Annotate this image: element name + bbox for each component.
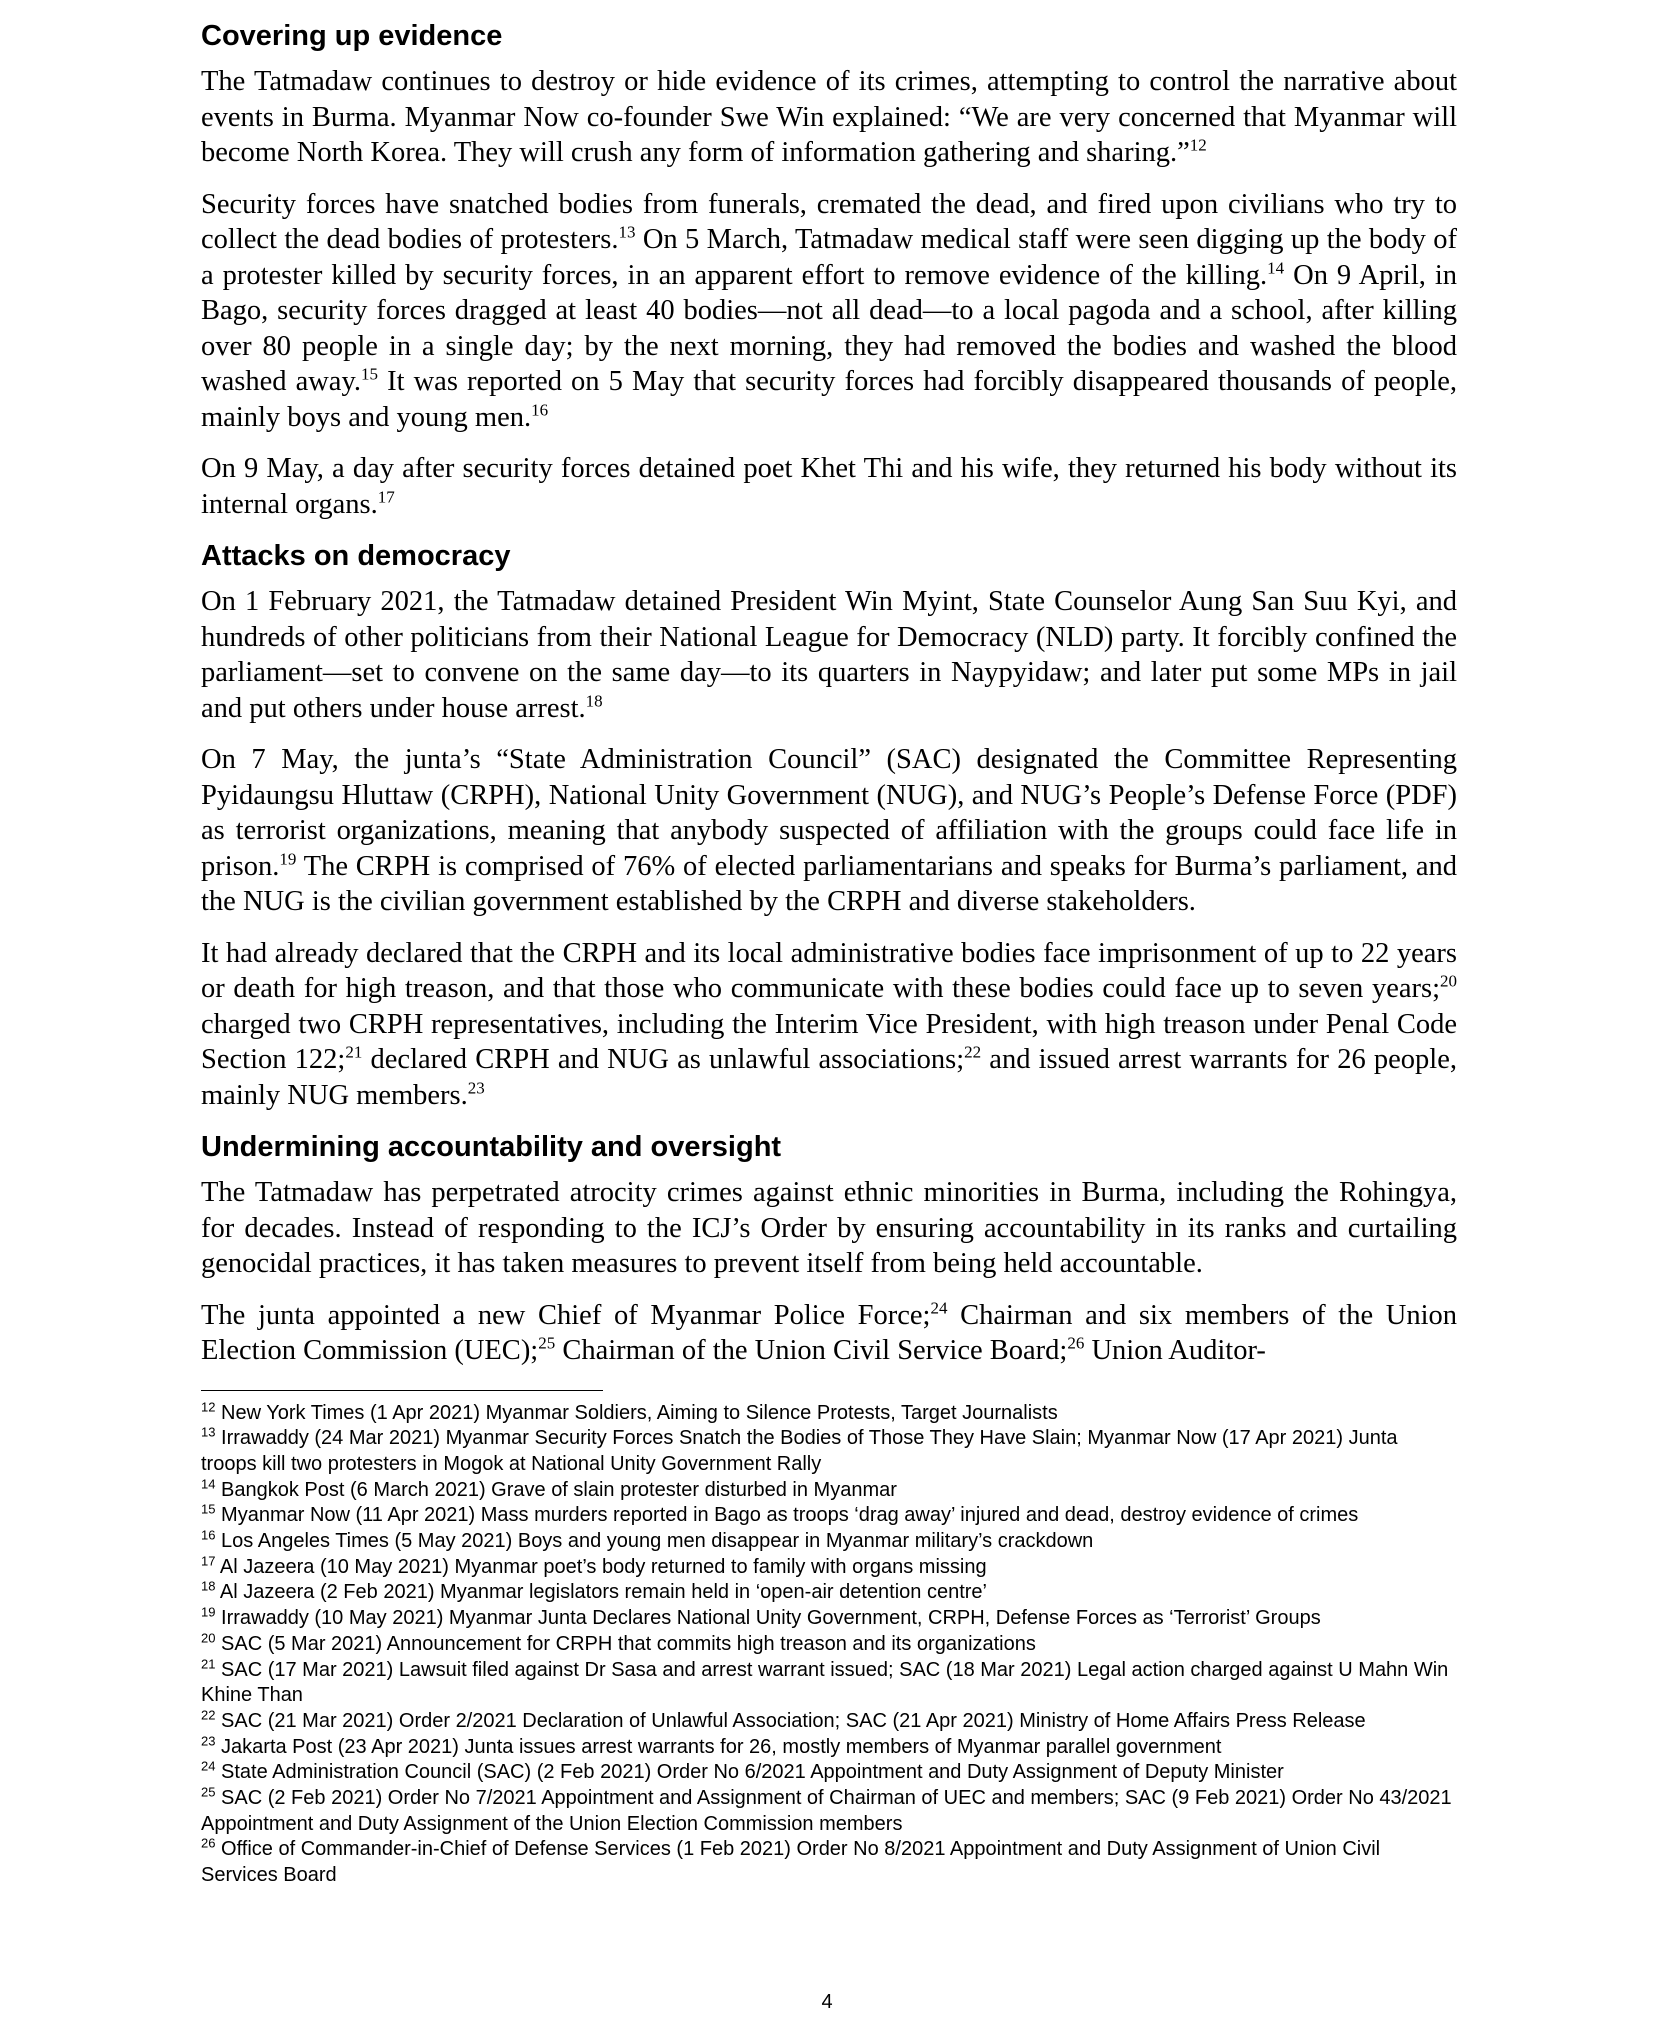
- footnote: [201, 1655, 1457, 1709]
- section-heading: Undermining accountability and oversight: [201, 1131, 782, 1163]
- footnote: [201, 1426, 1457, 1477]
- footnote-text: State Administration Council (SAC) (2 Feb 2021) Order No 6/2021 Appointment and Duty Assignment of Deputy Minister: [221, 1761, 1284, 1784]
- body-paragraph: [201, 936, 1457, 1114]
- paragraph-text: Union Auditor-: [1084, 1335, 1266, 1366]
- paragraph-text: declared CRPH and NUG as unlawful associations;: [362, 1044, 965, 1075]
- footnote-reference: 15: [360, 364, 378, 384]
- body-paragraph: [201, 451, 1457, 522]
- footnote: [201, 1760, 1457, 1786]
- paragraph-text: It was reported on 5 May that security forces had forcibly disappeared thousands of people, mainly boys and young men.: [201, 366, 1457, 433]
- footnote-text: Irrawaddy (24 Mar 2021) Myanmar Security Forces Snatch the Bodies of Those They Have Slain; Myanmar Now (17 Apr 2021) Junta troops kill two protesters in Mogok at National Unity Government Rally: [201, 1427, 1398, 1475]
- footnote-reference: 19: [279, 849, 297, 868]
- footnote-text: Jakarta Post (23 Apr 2021) Junta issues arrest warrants for 26, mostly members of Myanmar parallel government: [221, 1735, 1222, 1758]
- footnote: [201, 1732, 1457, 1761]
- body-paragraph: [201, 584, 1457, 726]
- body-paragraph: [201, 1298, 1457, 1369]
- footnote-reference: 18: [585, 691, 603, 710]
- paragraph-text: The CRPH is comprised of 76% of elected parliamentarians and speaks for Burma’s parliament, and the NUG is the civilian government established by the CRPH and diverse stakeholders.: [201, 850, 1457, 917]
- footnote-text: Bangkok Post (6 March 2021) Grave of slain protester disturbed in Myanmar: [221, 1478, 897, 1501]
- paragraph-text: On 9 May, a day after security forces detained poet Khet Thi and his wife, they returned his body without its internal organs.: [201, 453, 1457, 520]
- footnote-reference: 23: [467, 1078, 485, 1097]
- body-paragraph: [201, 187, 1457, 436]
- footnote: [201, 1786, 1457, 1837]
- paragraph-text: Security forces have snatched bodies from funerals, cremated the dead, and fired upon civilians who try to collect the dead bodies of protesters.: [201, 188, 1457, 255]
- footnote: [201, 1398, 1457, 1427]
- footnote-number: 12: [201, 1398, 216, 1414]
- footnote-text: Los Angeles Times (5 May 2021) Boys and young men disappear in Myanmar military’s crackdown: [221, 1530, 1094, 1553]
- footnote: [201, 1555, 1457, 1581]
- footnote-text: SAC (2 Feb 2021) Order No 7/2021 Appointment and Assignment of Chairman of UEC and members; SAC (9 Feb 2021) Order No 43/2021 Appointment and Duty Assignment of the Union Election Commission members: [201, 1787, 1452, 1835]
- footnotes: [201, 1398, 1457, 1889]
- footnote-text: Al Jazeera (10 May 2021) Myanmar poet’s body returned to family with organs missing: [219, 1555, 987, 1578]
- footnote: [201, 1529, 1457, 1555]
- paragraph-text: Chairman of the Union Civil Service Board;: [555, 1335, 1068, 1366]
- footnote-number: 23: [201, 1732, 216, 1748]
- footnote-number: 13: [201, 1424, 216, 1440]
- footnote-reference: 12: [1189, 135, 1207, 155]
- footnote-reference: 16: [531, 400, 549, 419]
- footnote-number: 18: [201, 1578, 216, 1594]
- footnote: [201, 1632, 1457, 1658]
- paragraph-text: On 7 May, the junta’s “State Administration Council” (SAC) designated the Committee Representing Pyidaungsu Hluttaw (CRPH), National Unity Government (NUG), and NUG’s People’s Defense Force (PDF) as terrorist organizations, meaning that anybody suspected of affiliation with the groups could face life in prison.: [201, 744, 1457, 882]
- footnote-text: Office of Commander-in-Chief of Defense Services (1 Feb 2021) Order No 8/2021 Appointment and Duty Assignment of Union Civil Services Board: [201, 1838, 1381, 1887]
- footnote-text: New York Times (1 Apr 2021) Myanmar Soldiers, Aiming to Silence Protests, Target Journalists: [221, 1401, 1058, 1424]
- footnote-reference: 14: [1267, 258, 1285, 277]
- footnote-number: 19: [201, 1604, 216, 1620]
- footnote-separator: [201, 1390, 603, 1391]
- footnote: [201, 1475, 1457, 1504]
- body-paragraph: [201, 64, 1457, 171]
- footnote-reference: 13: [618, 222, 636, 242]
- footnote-number: 24: [201, 1758, 216, 1774]
- paragraph-text: On 1 February 2021, the Tatmadaw detained President Win Myint, State Counselor Aung San Suu Kyi, and hundreds of other politicians from their National League for Democracy (NLD) party. It forcibly confined the parliament—set to convene on the same day—to its quarters in Naypyidaw; and later put some MPs in jail and put others under house arrest.: [201, 586, 1457, 724]
- footnote: [201, 1580, 1457, 1606]
- footnote-text: SAC (21 Mar 2021) Order 2/2021 Declaration of Unlawful Association; SAC (21 Apr 2021) Ministry of Home Affairs Press Release: [221, 1709, 1366, 1732]
- section-heading: Covering up evidence: [201, 20, 503, 52]
- footnote-reference: 21: [345, 1042, 363, 1062]
- paragraph-text: The Tatmadaw has perpetrated atrocity crimes against ethnic minorities in Burma, including the Rohingya, for decades. Instead of responding to the ICJ’s Order by ensuring accountability in its ranks and curtailing genocidal practices, it has taken measures to prevent itself from being held accountable.: [201, 1177, 1457, 1279]
- body-paragraph: [201, 742, 1457, 920]
- body-content: [201, 18, 1457, 1369]
- page-number: 4: [821, 1991, 833, 2013]
- footnote-reference: 25: [538, 1333, 556, 1353]
- footnote: [201, 1709, 1457, 1735]
- paragraph-text: charged two CRPH representatives, including the Interim Vice President, with high treason under Penal Code Section 122;: [201, 1008, 1457, 1075]
- paragraph-text: The Tatmadaw continues to destroy or hide evidence of its crimes, attempting to control the narrative about events in Burma. Myanmar Now co-founder Swe Win explained: “We are very concerned that Myanmar will become North Korea. They will crush any form of information gathering and sharing.”: [201, 66, 1457, 168]
- footnote-text: Al Jazeera (2 Feb 2021) Myanmar legislators remain held in ‘open-air detention centre’: [219, 1581, 987, 1604]
- footnote-reference: 26: [1067, 1333, 1085, 1353]
- paragraph-text: The junta appointed a new Chief of Myanmar Police Force;: [201, 1299, 931, 1331]
- footnote-number: 16: [201, 1527, 216, 1543]
- footnote-reference: 17: [377, 487, 395, 506]
- paragraph-text: and issued arrest warrants for 26 people, mainly NUG members.: [201, 1044, 1457, 1111]
- footnote-number: 26: [201, 1835, 216, 1851]
- footnote-number: 20: [201, 1630, 216, 1646]
- footnote-number: 21: [201, 1655, 216, 1671]
- footnote: [201, 1837, 1457, 1888]
- document-page: [201, 18, 1457, 1889]
- footnote-text: SAC (17 Mar 2021) Lawsuit filed against Dr Sasa and arrest warrant issued; SAC (18 Mar 2021) Legal action charged against U Mahn Win Khine Than: [201, 1658, 1449, 1707]
- paragraph-text: On 5 March, Tatmadaw medical staff were seen digging up the body of a protester killed by security forces, in an apparent effort to remove evidence of the killing.: [201, 224, 1457, 291]
- paragraph-text: Chairman and six members of the Union Election Commission (UEC);: [201, 1299, 1458, 1366]
- footnote-text: SAC (5 Mar 2021) Announcement for CRPH that commits high treason and its organizations: [221, 1632, 1036, 1655]
- footnote-number: 22: [201, 1707, 216, 1723]
- paragraph-text: It had already declared that the CRPH and its local administrative bodies face imprisonment of up to 22 years or death for high treason, and that those who communicate with these bodies could face up to seven years;: [201, 937, 1457, 1004]
- paragraph-text: On 9 April, in Bago, security forces dragged at least 40 bodies—not all dead—to a local pagoda and a school, after killing over 80 people in a single day; by the next morning, they had removed the bodies and washed the blood washed away.: [201, 259, 1457, 397]
- body-paragraph: [201, 1175, 1457, 1282]
- footnote-number: 25: [201, 1784, 216, 1800]
- footnote-number: 14: [201, 1475, 216, 1491]
- footnote-text: Myanmar Now (11 Apr 2021) Mass murders reported in Bago as troops ‘drag away’ injured and dead, destroy evidence of crimes: [221, 1504, 1359, 1527]
- footnote-reference: 20: [1440, 971, 1457, 991]
- footnote-text: Irrawaddy (10 May 2021) Myanmar Junta Declares National Unity Government, CRPH, Defense Forces as ‘Terrorist’ Groups: [221, 1607, 1321, 1630]
- footnote-reference: 24: [930, 1298, 948, 1317]
- footnote-reference: 22: [964, 1042, 982, 1062]
- footnote: [201, 1503, 1457, 1529]
- section-heading: Attacks on democracy: [201, 540, 511, 572]
- footnote-number: 17: [201, 1553, 216, 1569]
- footnote: [201, 1606, 1457, 1632]
- footnote-number: 15: [201, 1501, 216, 1517]
